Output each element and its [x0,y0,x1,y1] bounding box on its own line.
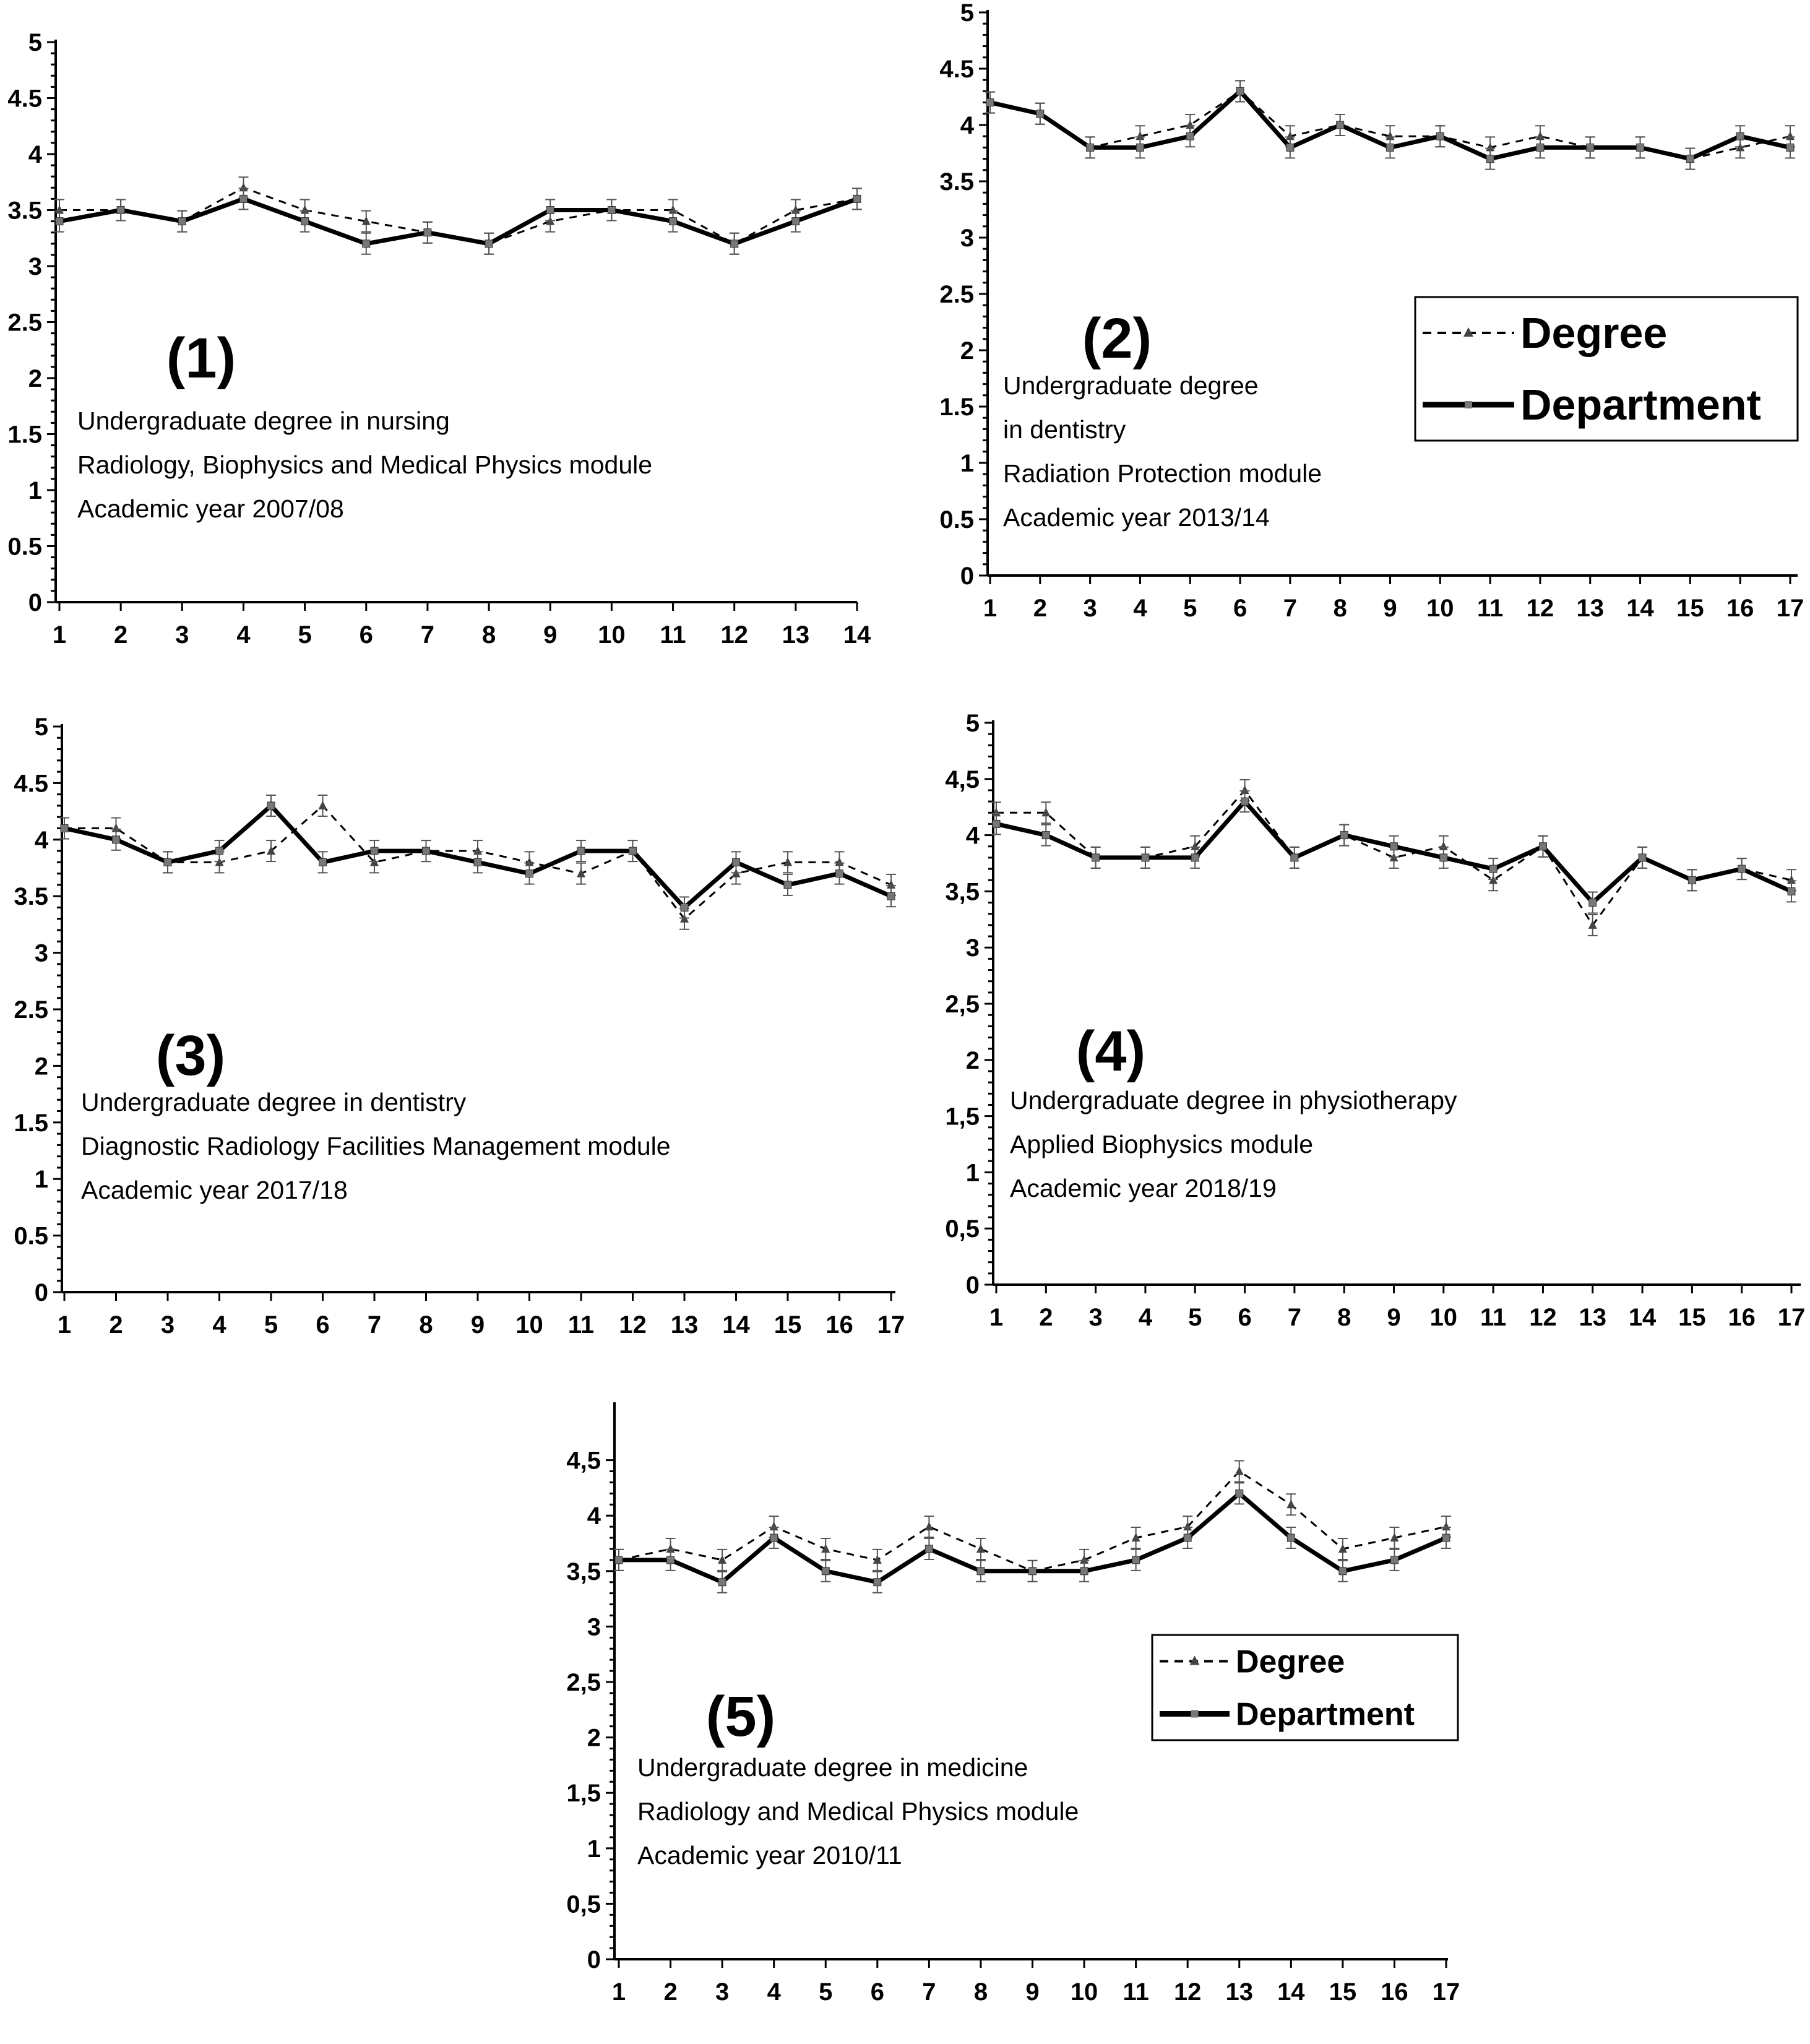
data-point [178,218,186,225]
y-tick-label: 0.5 [939,506,974,533]
legend [1415,297,1798,441]
panel-caption-line: Radiology, Biophysics and Medical Physics module [77,451,653,479]
y-tick-label: 4.5 [14,770,48,798]
data-point [822,1567,829,1575]
data-point [216,847,223,855]
y-tick-label: 3 [965,934,980,962]
data-point [853,195,861,202]
y-tick-label: 4,5 [945,765,980,793]
y-tick-label: 3.5 [14,883,48,911]
x-tick-label: 5 [1188,1304,1202,1331]
data-point [1587,144,1594,151]
data-point [733,858,740,866]
data-point [1440,854,1447,861]
x-tick-label: 13 [1225,1978,1253,2006]
panel-caption-line: Undergraduate degree in physiotherapy [1010,1086,1457,1115]
data-point [1235,1467,1244,1475]
x-tick-label: 13 [1579,1304,1606,1331]
x-tick-label: 14 [1628,1304,1657,1331]
x-tick-label: 15 [1676,595,1704,622]
panel-caption-line: Radiation Protection module [1003,459,1322,488]
legend-label-department: Department [1236,1696,1415,1733]
data-point [1639,854,1646,861]
data-point [718,1579,726,1586]
data-point [977,1567,985,1575]
data-point [1539,843,1546,850]
y-tick-label: 4 [587,1503,601,1530]
x-tick-label: 8 [1337,1304,1351,1331]
y-tick-label: 0 [34,1279,48,1306]
data-point [993,820,1000,827]
x-tick-label: 7 [367,1311,382,1339]
data-point [301,218,309,225]
panel-caption-line: Applied Biophysics module [1010,1130,1313,1158]
x-tick-label: 3 [175,621,189,649]
y-tick-label: 2 [28,365,42,392]
data-point [239,195,247,202]
x-tick-label: 11 [1123,1978,1149,2006]
panel-caption-line: Undergraduate degree in medicine [637,1753,1028,1782]
y-tick-label: 2 [34,1053,48,1080]
y-tick-label: 3,5 [945,878,980,906]
data-point [113,836,120,843]
data-point [784,881,791,889]
panel-caption-line: Academic year 2007/08 [77,494,344,523]
x-tick-label: 9 [1387,1304,1401,1331]
legend-label-department: Department [1520,381,1761,429]
x-tick-label: 9 [470,1311,485,1339]
data-point [1036,110,1044,118]
data-point [1489,865,1497,873]
panel-caption-line: Undergraduate degree in nursing [77,407,450,435]
y-tick-label: 3.5 [7,197,42,225]
y-tick-label: 1 [34,1166,48,1194]
data-point [1241,798,1249,805]
y-tick-label: 3 [587,1613,601,1641]
x-tick-label: 11 [1480,1304,1507,1331]
y-tick-label: 3,5 [566,1558,601,1585]
x-tick-label: 16 [1728,1304,1756,1331]
x-tick-label: 1 [989,1304,1004,1331]
data-point [1390,1556,1398,1564]
data-point [117,207,124,214]
x-tick-label: 2 [109,1311,123,1339]
data-point [1536,144,1544,151]
data-point [1287,1534,1295,1542]
data-point [792,218,799,225]
x-tick-label: 11 [567,1311,595,1339]
x-tick-label: 7 [1283,595,1297,622]
legend-label-degree: Degree [1236,1644,1345,1680]
data-point [1142,854,1149,861]
panel-number: (2) [1082,307,1152,370]
y-tick-label: 2 [587,1724,601,1752]
x-tick-label: 10 [515,1311,543,1339]
data-point [783,857,792,866]
data-point [1042,832,1049,839]
x-tick-label: 5 [298,621,312,649]
x-tick-label: 14 [722,1311,750,1339]
y-tick-label: 2 [965,1046,980,1074]
data-point [424,229,431,236]
x-tick-label: 14 [1277,1978,1305,2006]
x-tick-label: 4 [212,1311,226,1339]
chart-panel-4 [945,710,1805,1331]
x-tick-label: 10 [1426,595,1454,622]
chart-panel-5 [566,1402,1460,2006]
y-tick-label: 0 [587,1946,601,1973]
y-tick-label: 1 [965,1159,980,1187]
panel-number: (1) [166,327,236,390]
panel-caption-line: in dentistry [1003,415,1126,444]
data-point [1442,1534,1450,1542]
y-tick-label: 0 [965,1272,980,1299]
x-tick-label: 10 [1429,1304,1458,1331]
x-tick-label: 2 [1033,595,1047,622]
legend [1152,1635,1458,1740]
y-tick-label: 4.5 [939,56,974,83]
x-tick-label: 14 [1626,595,1654,622]
data-point [925,1545,933,1553]
data-point [887,892,895,900]
y-tick-label: 0,5 [566,1891,601,1918]
data-point [1236,87,1244,95]
data-point [731,240,738,248]
data-point [1486,155,1494,163]
x-tick-label: 12 [720,621,748,649]
x-tick-label: 17 [1432,1978,1460,2006]
data-point [267,802,275,809]
data-point [1029,1567,1036,1575]
x-tick-label: 3 [1083,595,1097,622]
panel-caption-line: Undergraduate degree in dentistry [81,1088,467,1116]
x-tick-label: 12 [1529,1304,1557,1331]
data-point [629,847,637,855]
data-point [363,240,370,248]
data-point [1686,155,1694,163]
data-point [1286,1499,1295,1508]
x-tick-label: 1 [57,1311,72,1339]
x-tick-label: 15 [1678,1304,1706,1331]
data-point [164,858,171,866]
y-tick-label: 3 [960,225,974,252]
data-point [1340,832,1348,839]
y-tick-label: 3.5 [939,168,974,196]
x-tick-label: 8 [419,1311,433,1339]
data-point [986,99,994,106]
x-tick-label: 14 [843,621,871,649]
y-tick-label: 1.5 [14,1109,48,1137]
x-tick-label: 4 [1138,1304,1153,1331]
y-tick-label: 1.5 [939,394,974,421]
x-tick-label: 5 [264,1311,278,1339]
panel-number: (3) [155,1024,226,1087]
y-tick-label: 4,5 [566,1447,601,1475]
data-point [1788,887,1795,895]
data-point [1738,865,1746,873]
y-tick-label: 0.5 [7,533,42,561]
x-tick-label: 7 [922,1978,936,2006]
series-department [614,1483,1451,1592]
y-tick-label: 2.5 [7,309,42,337]
y-tick-label: 1,5 [945,1103,980,1131]
y-tick-label: 0 [28,589,42,616]
y-tick-label: 1,5 [566,1780,601,1808]
y-tick-label: 3 [28,253,42,280]
data-point [874,1579,881,1586]
x-tick-label: 3 [160,1311,175,1339]
data-point [1688,876,1696,884]
data-point [474,858,481,866]
data-point [526,870,533,878]
x-tick-label: 8 [481,621,496,649]
x-tick-label: 15 [774,1311,802,1339]
data-point [1191,854,1199,861]
x-tick-label: 6 [316,1311,330,1339]
x-tick-label: 12 [1526,595,1554,622]
data-point [667,1556,674,1564]
data-point [770,1534,778,1542]
data-point [976,1544,985,1553]
panel-caption-line: Undergraduate degree [1003,371,1259,400]
data-point [1387,144,1394,151]
x-tick-label: 10 [598,621,626,649]
y-tick-label: 3 [34,939,48,967]
x-tick-label: 6 [359,621,373,649]
data-point [1136,144,1144,151]
y-tick-label: 4 [965,822,980,850]
x-tick-label: 17 [1776,595,1804,622]
data-point [1589,899,1597,907]
data-point [1436,132,1444,140]
data-point [1390,843,1398,850]
x-tick-label: 3 [715,1978,730,2006]
x-tick-label: 5 [1183,595,1197,622]
data-point [1637,144,1644,151]
data-point [1291,854,1298,861]
data-point [670,218,677,225]
y-tick-label: 5 [965,710,980,737]
y-tick-label: 1 [960,450,974,477]
panel-caption-line: Diagnostic Radiology Facilities Management module [81,1132,671,1160]
series-department [985,80,1795,169]
data-point [924,1522,933,1530]
series-department [54,188,862,254]
x-tick-label: 16 [1726,595,1754,622]
data-point [1080,1567,1088,1575]
x-tick-label: 4 [1133,595,1147,622]
x-tick-label: 2 [663,1978,678,2006]
data-point [56,218,63,225]
x-tick-label: 11 [1476,595,1504,622]
x-tick-label: 16 [1381,1978,1408,2006]
x-tick-label: 3 [1088,1304,1103,1331]
y-tick-label: 5 [34,714,48,741]
x-tick-label: 17 [1777,1304,1806,1331]
x-tick-label: 1 [611,1978,626,2006]
y-tick-label: 1 [28,477,42,504]
x-tick-label: 13 [782,621,810,649]
data-point [61,825,68,832]
data-point [1736,132,1744,140]
data-point [615,1556,623,1564]
x-tick-label: 7 [420,621,435,649]
y-tick-label: 2,5 [945,991,980,1018]
y-tick-label: 0.5 [14,1222,48,1250]
series-line [59,188,857,244]
y-tick-label: 5 [960,0,974,27]
data-point [319,858,327,866]
legend-marker [1465,401,1472,408]
y-tick-label: 0,5 [945,1215,980,1243]
legend-marker [1191,1710,1199,1718]
chart-panel-2 [939,0,1804,622]
x-tick-label: 12 [1173,1978,1202,2006]
x-tick-label: 8 [1333,595,1347,622]
y-tick-label: 2,5 [566,1669,601,1696]
data-point [546,207,554,214]
panel-caption-line: Academic year 2018/19 [1010,1174,1277,1202]
panel-caption-line: Academic year 2017/18 [81,1176,348,1204]
y-tick-label: 2 [960,337,974,364]
panel-number: (4) [1075,1020,1146,1083]
y-tick-label: 4.5 [7,85,42,113]
x-tick-label: 4 [767,1978,781,2006]
x-tick-label: 15 [1329,1978,1357,2006]
series-department [59,795,896,918]
y-tick-label: 5 [28,29,42,56]
data-point [836,870,843,878]
data-point [319,801,327,809]
data-point [371,847,378,855]
x-tick-label: 6 [1233,595,1248,622]
chart-panel-3 [14,714,905,1339]
y-tick-label: 2.5 [939,281,974,308]
panel-caption-line: Academic year 2010/11 [637,1841,902,1869]
x-tick-label: 9 [1025,1978,1040,2006]
series-department [991,791,1796,913]
x-tick-label: 10 [1070,1978,1098,2006]
x-tick-label: 2 [1039,1304,1053,1331]
x-tick-label: 13 [670,1311,699,1339]
data-point [681,903,688,911]
panel-number: (5) [705,1685,776,1748]
x-tick-label: 9 [1383,595,1397,622]
legend-label-degree: Degree [1520,309,1668,357]
x-tick-label: 2 [114,621,128,649]
chart-panel-1 [7,29,871,649]
y-tick-label: 4 [34,826,48,854]
x-tick-label: 1 [52,621,67,649]
x-tick-label: 13 [1576,595,1604,622]
data-point [1092,854,1100,861]
x-tick-label: 4 [236,621,251,649]
y-tick-label: 1 [587,1835,601,1863]
data-point [1786,144,1794,151]
data-point [577,847,585,855]
x-tick-label: 6 [1238,1304,1252,1331]
data-point [1184,1534,1191,1542]
data-point [1186,132,1194,140]
x-tick-label: 6 [870,1978,884,2006]
x-tick-label: 8 [973,1978,988,2006]
data-point [423,847,430,855]
x-tick-label: 17 [877,1311,905,1339]
x-tick-label: 5 [819,1978,833,2006]
x-tick-label: 16 [825,1311,853,1339]
x-tick-label: 9 [543,621,558,649]
data-point [1286,144,1294,151]
data-point [1339,1567,1347,1575]
x-tick-label: 11 [660,621,686,649]
panel-caption-line: Academic year 2013/14 [1003,503,1270,532]
data-point [608,207,615,214]
y-tick-label: 2.5 [14,996,48,1024]
y-tick-label: 4 [28,141,42,168]
data-point [485,240,493,248]
x-tick-label: 1 [983,595,998,622]
data-point [1236,1490,1243,1497]
data-point [1132,1556,1140,1564]
y-tick-label: 4 [960,112,974,139]
data-point [1087,144,1094,151]
data-point [1337,121,1344,129]
x-tick-label: 12 [619,1311,647,1339]
x-tick-label: 7 [1287,1304,1301,1331]
y-tick-label: 1.5 [7,421,42,449]
y-tick-label: 0 [960,563,974,590]
panel-caption-line: Radiology and Medical Physics module [637,1797,1079,1826]
